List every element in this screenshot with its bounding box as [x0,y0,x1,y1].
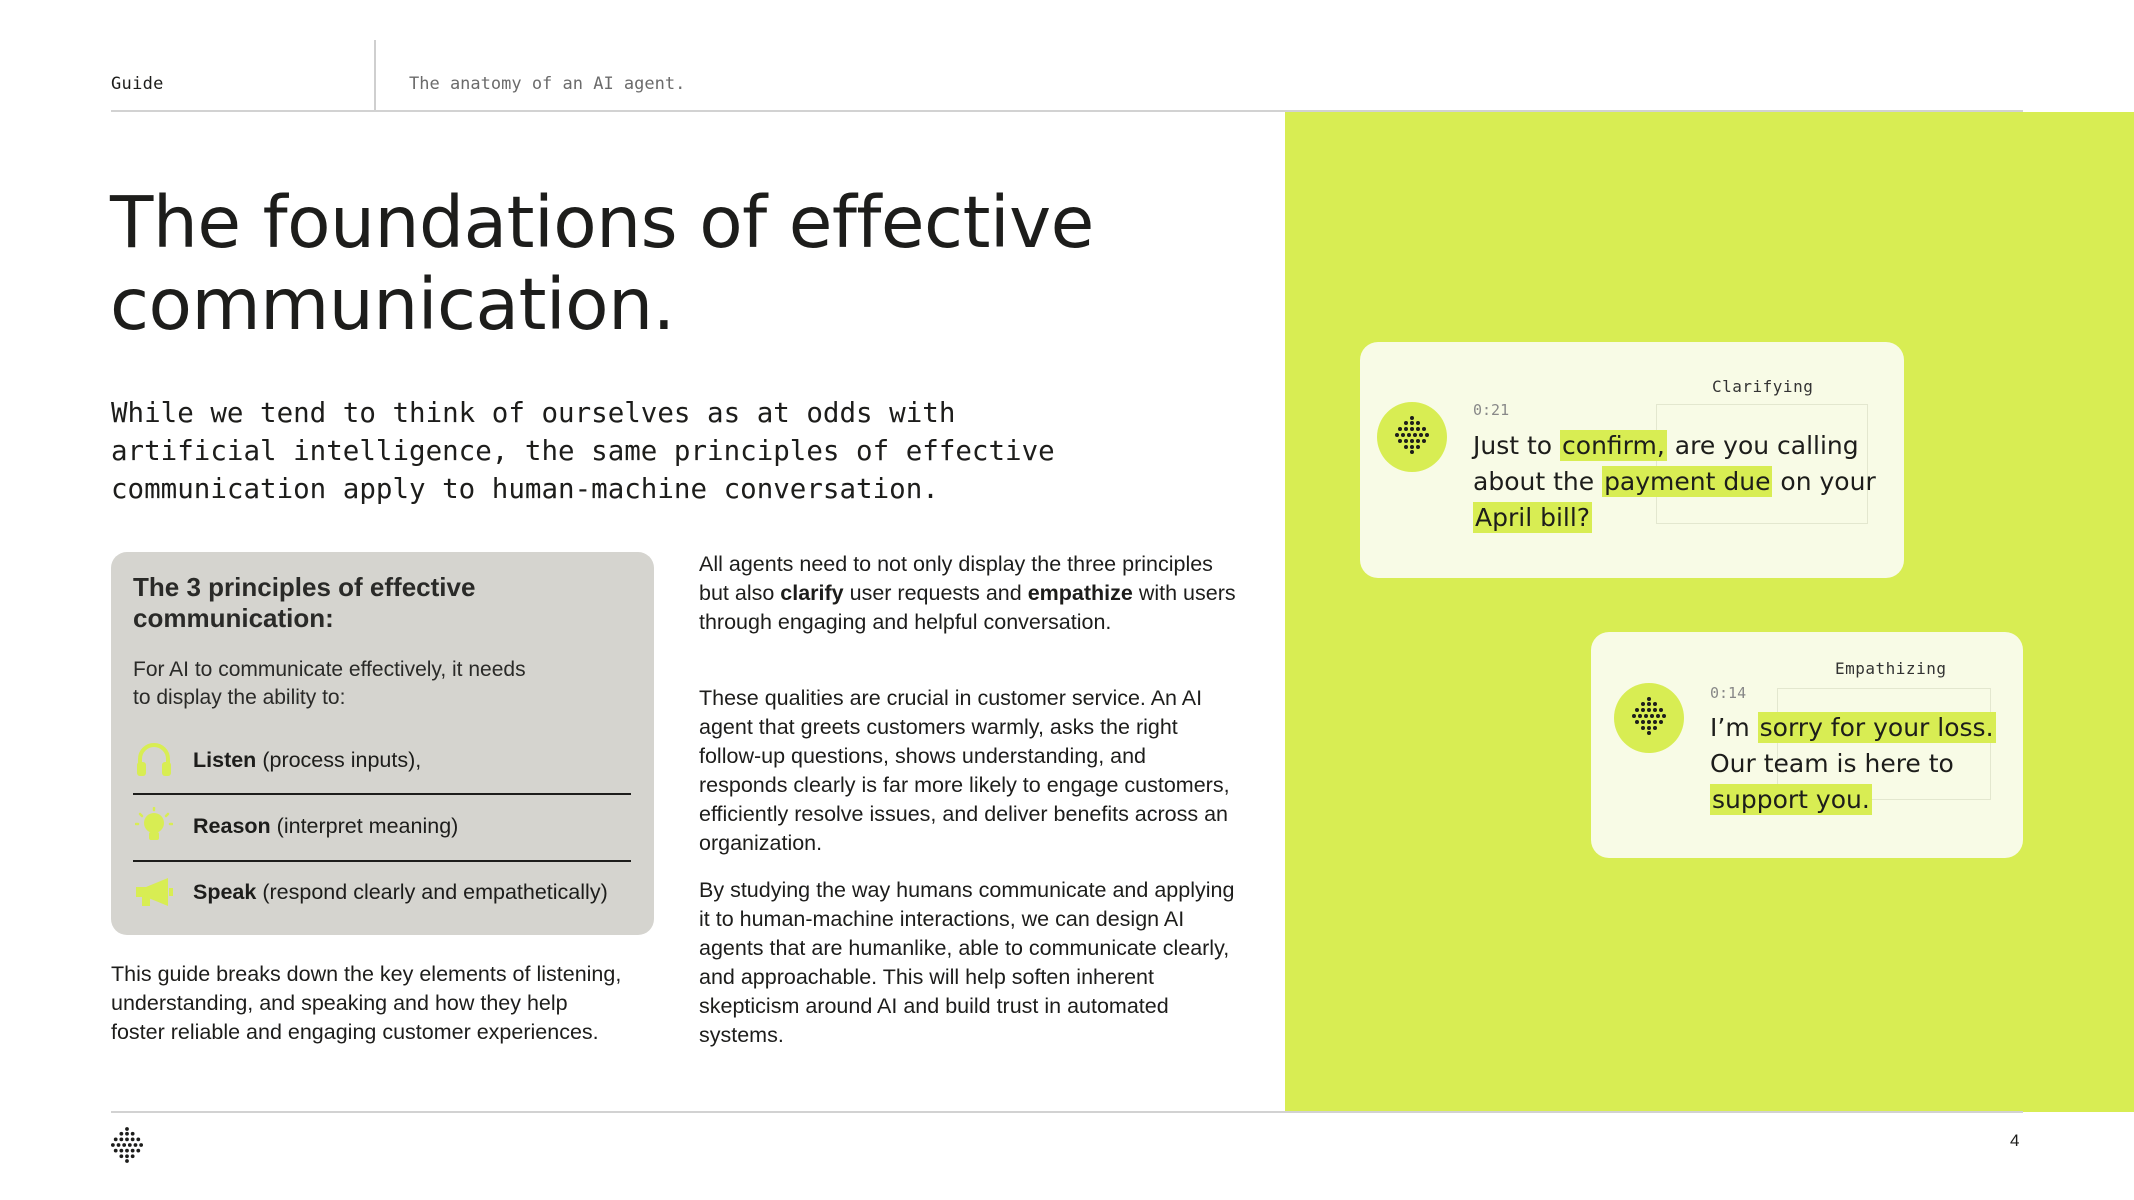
title-line-1: The foundations of effective [110,181,1094,264]
principle-speak [133,860,631,924]
agent-avatar [1614,683,1684,753]
message-text: on your [1772,467,1876,496]
guide-label: Guide [111,74,164,94]
principle-reason [133,794,631,858]
principle-name: Listen [193,747,257,772]
chat-card-empathizing [1591,632,2023,858]
body-paragraph-2: These qualities are crucial in customer service. An AI agent that greets customers warmly, asks the right follow-up questions, shows understanding, and responds clearly is far more likely to engage customers, efficiently resolve issues, and deliver benefits across an organization. [699,686,1230,855]
lightbulb-icon [133,805,175,847]
timestamp: 0:21 [1473,401,1510,419]
empathize-emphasis: empathize [1027,581,1133,605]
chat-card-clarifying [1360,342,1904,578]
highlighted-phrase: sorry for your loss. [1759,713,1994,742]
guide-summary [111,960,671,1047]
highlighted-phrase: payment due [1604,467,1771,496]
highlighted-phrase: April bill? [1475,503,1591,532]
megaphone-icon [133,871,175,913]
principle-name: Speak [193,879,257,904]
guide-summary-line: This guide breaks down the key elements of listening, [111,962,622,986]
guide-summary-line: understanding, and speaking and how they help [111,991,568,1015]
card-tag: Empathizing [1835,659,1947,678]
principles-title-line: communication: [133,603,334,633]
page-title [110,182,1210,346]
intro-line: artificial intelligence, the same principles of effective [111,435,1055,467]
agent-avatar [1377,402,1447,472]
message-text: Just to [1473,431,1561,460]
intro-text [111,394,1111,508]
principles-title [133,572,633,634]
agent-logo-icon [1632,697,1666,740]
page-number: 4 [2010,1131,2020,1150]
body-text: All agents need to not only display the three principles but also [699,552,1213,605]
principle-detail: (process inputs), [262,747,422,772]
highlighted-phrase: support you. [1712,785,1870,814]
timestamp: 0:14 [1710,684,1747,702]
principle-name: Reason [193,813,271,838]
intro-line: communication apply to human-machine conversation. [111,473,939,505]
intro-line: While we tend to think of ourselves as at odds with [111,397,956,429]
principles-title-line: The 3 principles of effective [133,572,476,602]
chat-message [1473,428,1888,536]
principles-box [111,552,654,935]
principle-detail: (interpret meaning) [276,813,459,838]
message-text: I’m [1710,713,1758,742]
body-paragraph-3: By studying the way humans communicate and applying it to human-machine interactions, we can design AI agents that are humanlike, able to communicate clearly, and approachable. This will help soften inherent skepticism around AI and build trust in automated systems. [699,878,1235,1047]
chat-message [1710,710,2010,818]
title-line-2: communication. [110,263,675,346]
header-divider [374,40,376,111]
accent-panel [1285,112,2134,1112]
card-tag: Clarifying [1712,377,1814,396]
clarify-emphasis: clarify [780,581,844,605]
headphones-icon [133,739,175,781]
agent-logo-icon [1395,416,1429,459]
brand-logo-icon [111,1126,143,1169]
principle-detail: (respond clearly and empathetically) [262,879,608,904]
highlighted-phrase: confirm, [1562,431,1665,460]
principle-listen [133,728,631,792]
body-text: user requests and [843,581,1028,605]
principles-desc-line: For AI to communicate effectively, it needs [133,658,526,681]
body-text: with users through engaging and helpful conversation. [699,581,1236,634]
header-subtitle: The anatomy of an AI agent. [409,74,686,94]
guide-summary-line: foster reliable and engaging customer experiences. [111,1020,599,1044]
principles-desc-line: to display the ability to: [133,686,346,709]
message-text: are you calling about the [1473,431,1859,496]
principles-description [133,656,603,712]
footer-rule [111,1111,2023,1113]
body-paragraph-1 [699,550,1239,637]
message-text: Our team is here to [1710,749,1954,778]
